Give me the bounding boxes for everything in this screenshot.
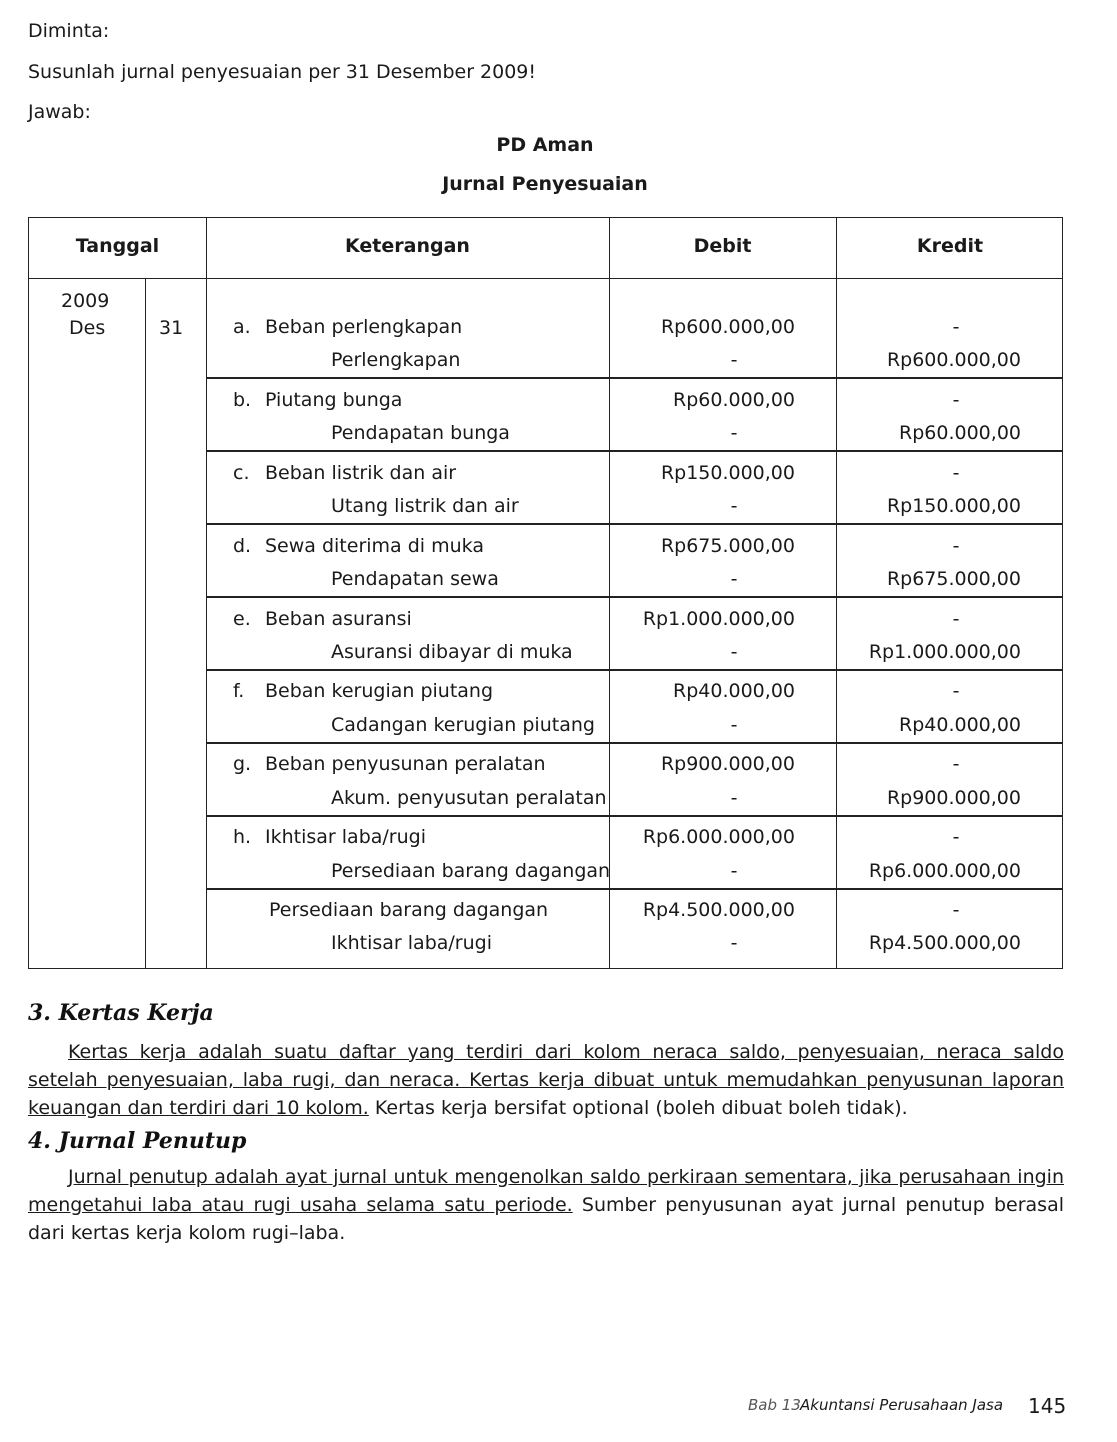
entry-credit-account: Akum. penyusutan peralatan bbox=[331, 787, 607, 809]
entry-label: d. bbox=[233, 535, 252, 557]
entry-credit-dash: - bbox=[952, 826, 960, 848]
entry-label: g. bbox=[233, 753, 252, 775]
entry-debit-dash: - bbox=[730, 932, 738, 954]
entry-credit-amount: Rp1.000.000,00 bbox=[868, 641, 1021, 663]
section-3-paragraph bbox=[28, 1038, 1064, 1122]
entry-credit-amount: Rp4.500.000,00 bbox=[868, 932, 1021, 954]
entry-credit-account: Asuransi dibayar di muka bbox=[331, 641, 573, 663]
entry-credit-amount: Rp40.000,00 bbox=[899, 714, 1021, 736]
entry-debit-amount: Rp4.500.000,00 bbox=[642, 899, 795, 921]
entry-debit-dash: - bbox=[730, 714, 738, 736]
column-header-kredit: Kredit bbox=[916, 235, 984, 257]
footer-title: Akuntansi Perusahaan Jasa bbox=[800, 1396, 1004, 1414]
entry-credit-dash: - bbox=[952, 316, 960, 338]
page-number: 145 bbox=[1028, 1394, 1067, 1418]
column-header-debit: Debit bbox=[693, 235, 752, 257]
entry-credit-dash: - bbox=[952, 535, 960, 557]
diminta-label: Diminta: bbox=[28, 20, 110, 42]
entry-credit-account: Pendapatan bunga bbox=[331, 422, 510, 444]
entry-credit-amount: Rp150.000,00 bbox=[886, 495, 1021, 517]
entry-debit-dash: - bbox=[730, 495, 738, 517]
entry-debit-dash: - bbox=[730, 787, 738, 809]
date-year: 2009 bbox=[61, 290, 110, 312]
entry-debit-account: Beban perlengkapan bbox=[265, 316, 463, 338]
entry-debit-account: Persediaan barang dagangan bbox=[269, 899, 549, 921]
entry-credit-dash: - bbox=[952, 899, 960, 921]
entry-credit-dash: - bbox=[952, 680, 960, 702]
entry-debit-dash: - bbox=[730, 349, 738, 371]
entry-credit-account: Ikhtisar laba/rugi bbox=[331, 932, 492, 954]
section-3-text: Kertas kerja bersifat optional (boleh dibuat boleh tidak). bbox=[368, 1097, 908, 1119]
entry-credit-dash: - bbox=[952, 608, 960, 630]
entry-debit-dash: - bbox=[730, 860, 738, 882]
column-header-keterangan: Keterangan bbox=[345, 235, 470, 257]
entry-debit-amount: Rp6.000.000,00 bbox=[642, 826, 795, 848]
entry-debit-account: Sewa diterima di muka bbox=[265, 535, 484, 557]
entry-debit-account: Beban kerugian piutang bbox=[265, 680, 494, 702]
section-4-underlined-text: Jurnal penutup adalah ayat jurnal untuk mengenolkan saldo perkiraan sementara, jika perusahaan ingin mengetahui laba atau rugi usaha selama satu periode. bbox=[28, 1166, 1064, 1216]
entry-credit-amount: Rp675.000,00 bbox=[886, 568, 1021, 590]
company-name: PD Aman bbox=[496, 134, 594, 156]
entry-credit-amount: Rp600.000,00 bbox=[886, 349, 1021, 371]
entry-credit-amount: Rp6.000.000,00 bbox=[868, 860, 1021, 882]
entry-debit-amount: Rp675.000,00 bbox=[660, 535, 795, 557]
column-header-tanggal: Tanggal bbox=[75, 235, 160, 257]
entry-debit-amount: Rp1.000.000,00 bbox=[642, 608, 795, 630]
section-3-underlined-text: Kertas kerja adalah suatu daftar yang terdiri dari kolom neraca saldo, penyesuaian, neraca saldo setelah penyesuaian, laba rugi, dan neraca. Kertas kerja dibuat untuk memudahkan penyusunan laporan keuangan dan terdiri dari 10 kolom. bbox=[28, 1041, 1064, 1119]
section-3-heading: 3. Kertas Kerja bbox=[28, 1000, 214, 1026]
entry-debit-account: Ikhtisar laba/rugi bbox=[265, 826, 426, 848]
entry-label: a. bbox=[233, 316, 251, 338]
entry-credit-account: Cadangan kerugian piutang bbox=[331, 714, 595, 736]
entry-debit-amount: Rp150.000,00 bbox=[660, 462, 795, 484]
entry-credit-dash: - bbox=[952, 389, 960, 411]
entry-credit-amount: Rp60.000,00 bbox=[899, 422, 1021, 444]
section-4-heading: 4. Jurnal Penutup bbox=[28, 1128, 247, 1154]
date-month: Des bbox=[69, 317, 106, 339]
entry-label: b. bbox=[233, 389, 252, 411]
entry-debit-amount: Rp600.000,00 bbox=[660, 316, 795, 338]
date-day: 31 bbox=[159, 317, 184, 339]
footer-chapter: Bab 13 bbox=[748, 1396, 801, 1414]
entry-debit-amount: Rp900.000,00 bbox=[660, 753, 795, 775]
entry-credit-account: Pendapatan sewa bbox=[331, 568, 499, 590]
entry-credit-dash: - bbox=[952, 753, 960, 775]
entry-credit-amount: Rp900.000,00 bbox=[886, 787, 1021, 809]
entry-label: f. bbox=[233, 680, 245, 702]
section-4-text: Sumber penyusunan ayat jurnal penutup berasal dari kertas kerja kolom rugi–laba. bbox=[28, 1194, 1065, 1244]
entry-debit-dash: - bbox=[730, 641, 738, 663]
journal-title: Jurnal Penyesuaian bbox=[442, 173, 648, 195]
entry-debit-dash: - bbox=[730, 568, 738, 590]
task-instruction: Susunlah jurnal penyesuaian per 31 Desember 2009! bbox=[28, 61, 537, 83]
entry-debit-account: Piutang bunga bbox=[265, 389, 403, 411]
entry-debit-account: Beban penyusunan peralatan bbox=[265, 753, 546, 775]
entry-debit-amount: Rp40.000,00 bbox=[673, 680, 795, 702]
entry-credit-account: Utang listrik dan air bbox=[331, 495, 519, 517]
entry-label: c. bbox=[233, 462, 250, 484]
entry-label: e. bbox=[233, 608, 251, 630]
entry-credit-account: Perlengkapan bbox=[331, 349, 461, 371]
entry-debit-dash: - bbox=[730, 422, 738, 444]
entry-debit-account: Beban listrik dan air bbox=[265, 462, 457, 484]
jawab-label: Jawab: bbox=[28, 101, 91, 123]
section-4-paragraph bbox=[28, 1163, 1064, 1247]
entry-debit-amount: Rp60.000,00 bbox=[673, 389, 795, 411]
entry-credit-dash: - bbox=[952, 462, 960, 484]
entry-debit-account: Beban asuransi bbox=[265, 608, 412, 630]
entry-label: h. bbox=[233, 826, 252, 848]
entry-credit-account: Persediaan barang dagangan bbox=[331, 860, 611, 882]
adjusting-journal-table bbox=[28, 217, 1063, 969]
